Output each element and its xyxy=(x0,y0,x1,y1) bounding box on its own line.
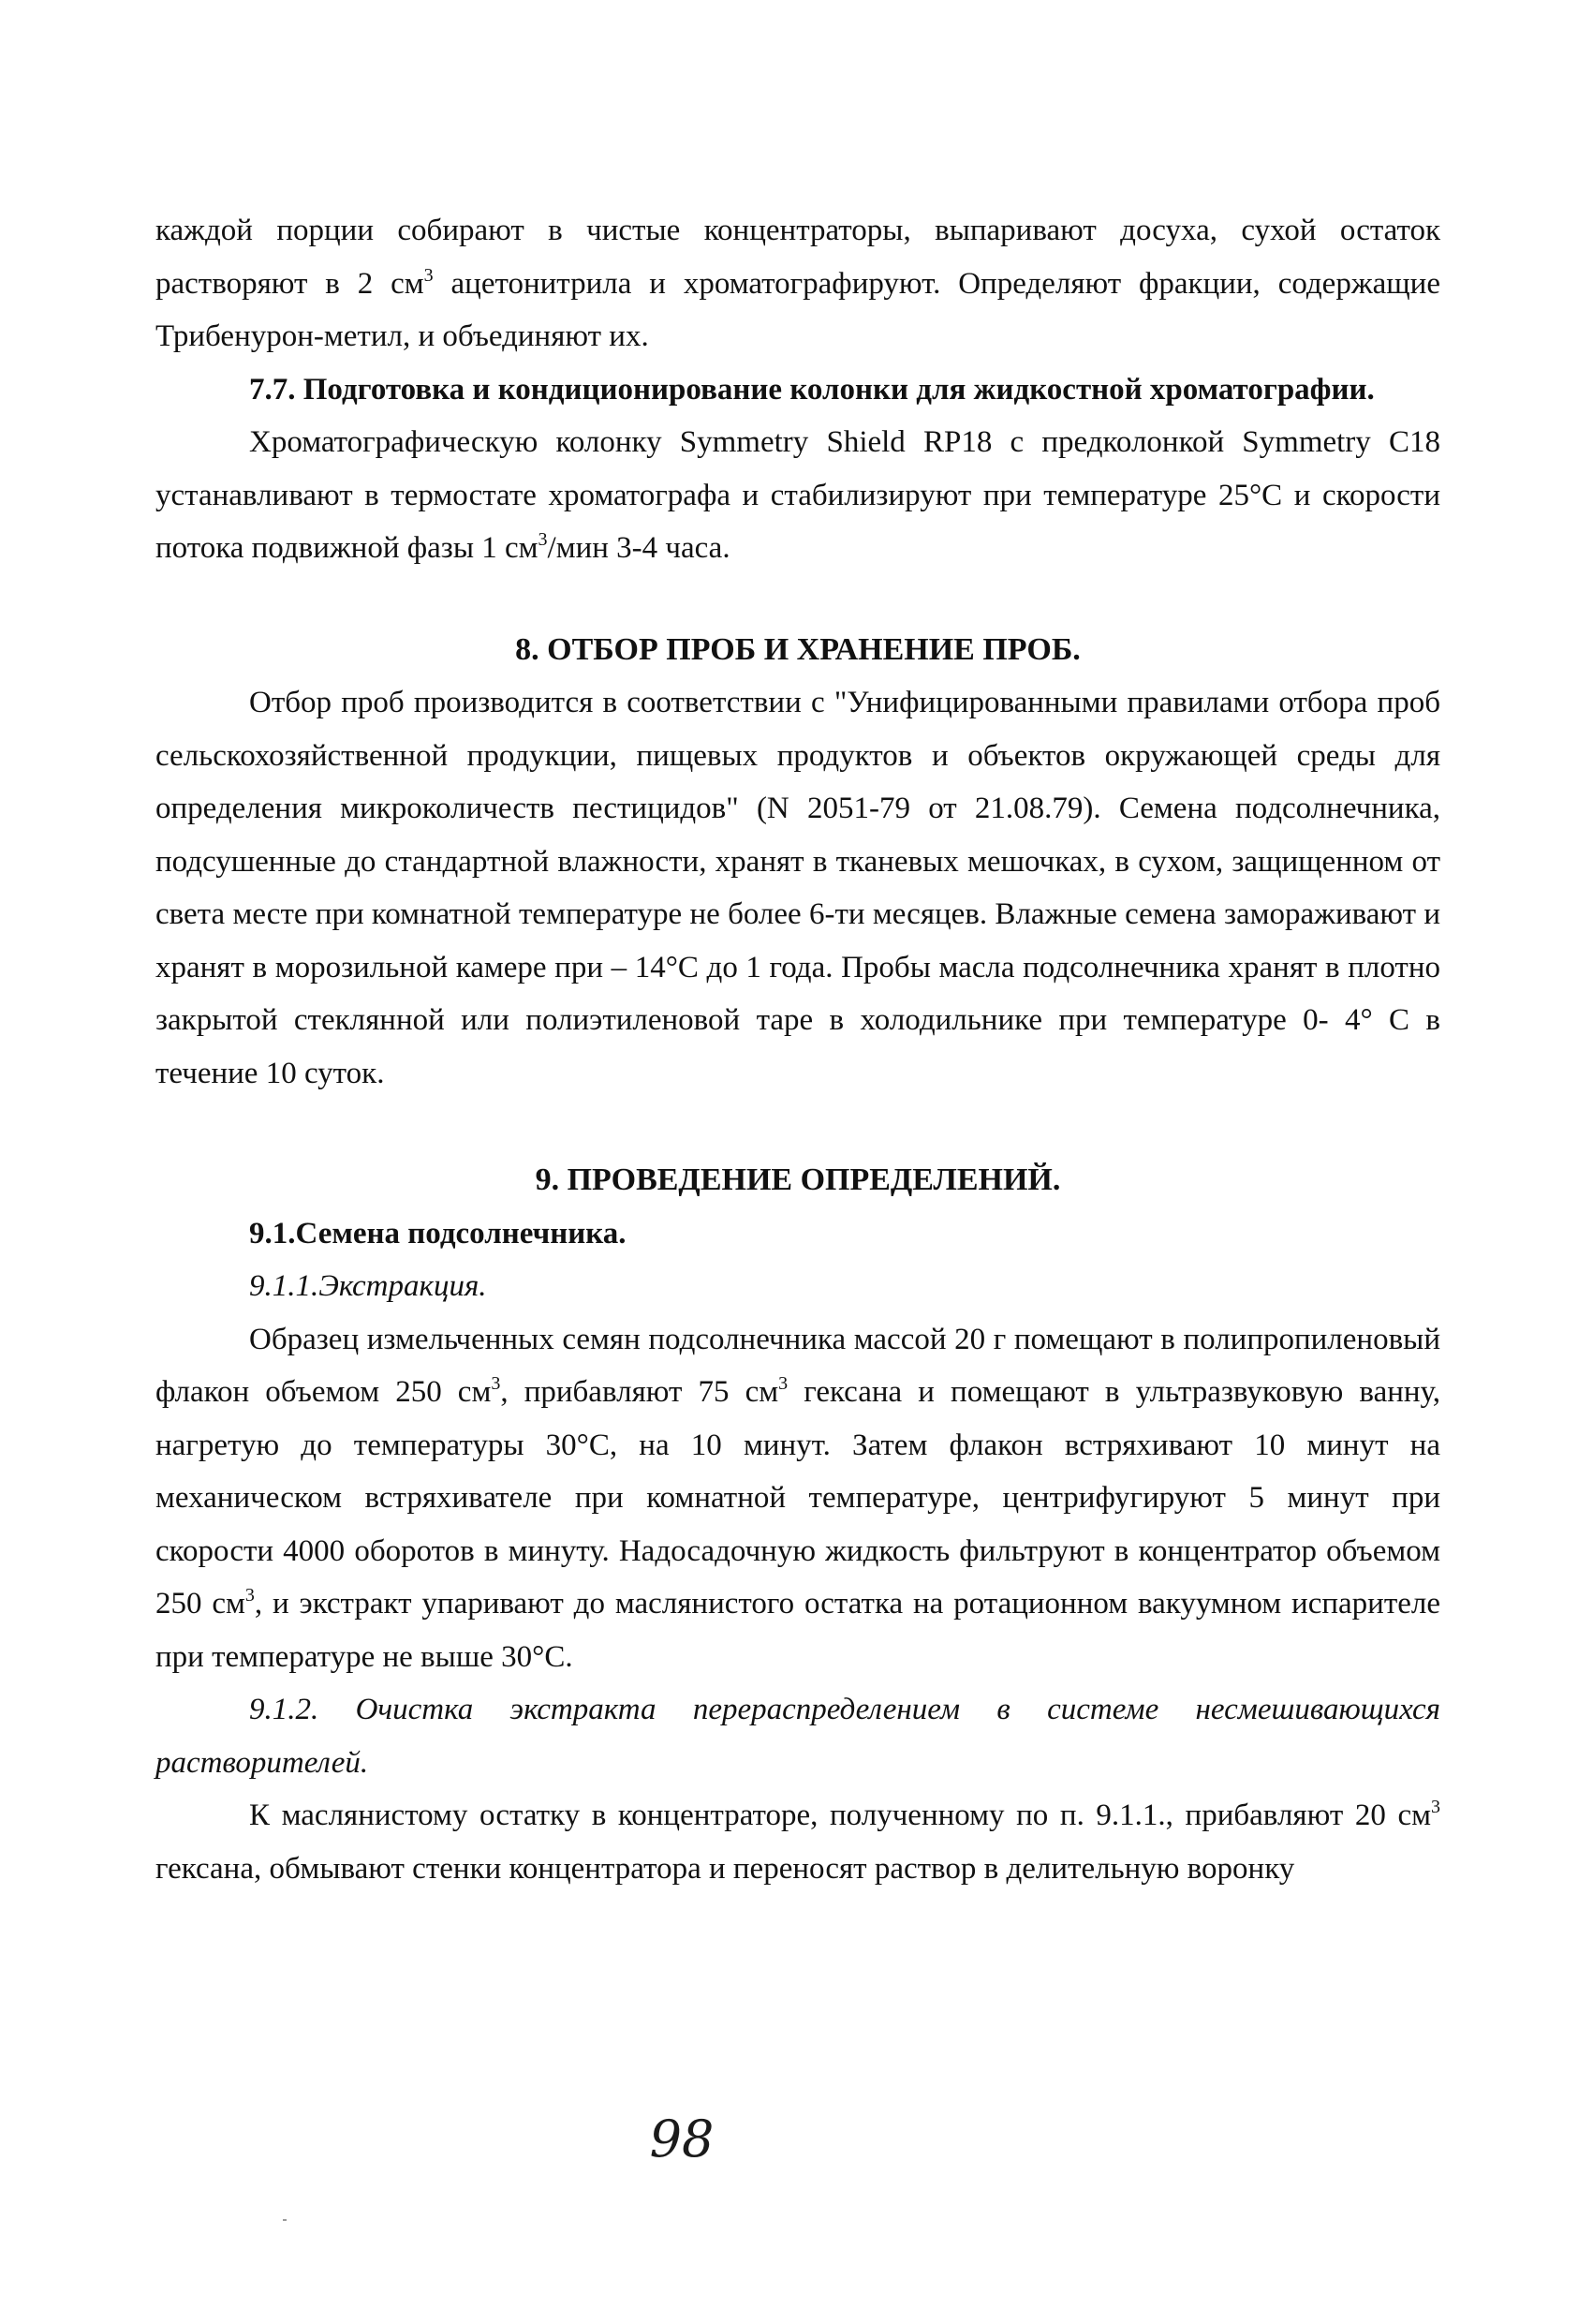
text-run: гексана, обмывают стенки концентратора и переносят раствор в делительную воронку xyxy=(155,1851,1295,1886)
subsection-title-7-7: 7.7. Подготовка и кондиционирование колонки для жидкостной хроматографии. xyxy=(249,372,1375,407)
section-heading-9: 9. ПРОВЕДЕНИЕ ОПРЕДЕЛЕНИЙ. xyxy=(535,1162,1061,1197)
paragraph-extraction xyxy=(155,1313,1440,1684)
text-run: /мин 3-4 часа. xyxy=(547,531,730,565)
subsection-title-9-1: 9.1.Семена подсолнечника. xyxy=(249,1216,627,1251)
text-run: К маслянистому остатку в концентраторе, полученному по п. 9.1.1., прибавляют 20 см xyxy=(249,1799,1431,1832)
text-run: Хроматографическую колонку Symmetry Shield RP18 с предколонкой Symmetry C18 устанавливают в термостате хроматографа и стабилизируют при температуре 25°C и скорости потока подвижной фазы 1 см xyxy=(155,425,1440,565)
section-heading-8: 8. ОТБОР ПРОБ И ХРАНЕНИЕ ПРОБ. xyxy=(515,631,1081,667)
text-run: ацетонитрила и хроматографируют. Определяют фракции, содержащие Трибенурон-метил, и объединяют их. xyxy=(155,266,1440,353)
superscript: 3 xyxy=(491,1373,501,1394)
subsection-title-9-1-1: 9.1.1.Экстракция. xyxy=(249,1269,487,1303)
text-run: Образец измельченных семян подсолнечника массой 20 г помещают в полипропиленовый флакон объемом 250 см xyxy=(155,1322,1440,1409)
paragraph-column-conditioning xyxy=(155,416,1440,575)
scan-speck xyxy=(283,2219,287,2221)
text-run: , и экстракт упаривают до маслянистого остатка на ротационном вакуумном испарителе при температуре не выше 30°C. xyxy=(155,1587,1441,1674)
superscript: 3 xyxy=(778,1373,789,1394)
text-run: , прибавляют 75 см xyxy=(500,1375,779,1409)
text-run: гексана и помещают в ультразвуковую ванну, нагретую до температуры 30°C, на 10 минут. Затем флакон встряхивают 10 минут на механическом встряхивателе при комнатной температуре, центрифугируют 5 минут при скорости 4000 оборотов в минуту. Надосадочную жидкость фильтруют в концентратор объемом 250 см xyxy=(155,1375,1440,1621)
page-number: 98 xyxy=(649,2109,715,2169)
superscript: 3 xyxy=(423,264,434,286)
subsection-title-9-1-2: 9.1.2. Очистка экстракта перераспределением в системе несмешивающихся растворителей. xyxy=(155,1693,1440,1780)
paragraph-sampling: Отбор проб производится в соответствии с "Унифицированными правилами отбора проб сельскохозяйственной продукции, пищевых продуктов и объектов окружающей среды для определения микроколичеств пестицидов" (N 2051-79 от 21.08.79). Семена подсолнечника, подсушенные до стандартной влажности, хранят в тканевых мешочках, в сухом, защищенном от света месте при комнатной температуре не более 6-ти месяцев. Влажные семена замораживают и хранят в морозильной камере при – 14°C до 1 года. Пробы масла подсолнечника хранят в плотно закрытой стеклянной или полиэтиленовой таре в холодильнике при температуре 0- 4° C в течение 10 суток. xyxy=(155,686,1440,1090)
text-run: каждой порции собирают в чистые концентраторы, выпаривают досуха, сухой остаток растворяют в 2 см xyxy=(155,214,1440,301)
superscript: 3 xyxy=(244,1585,255,1606)
superscript: 3 xyxy=(538,529,548,550)
paragraph-partition-cleanup xyxy=(155,1789,1440,1895)
paragraph-fraction-collection xyxy=(155,204,1440,363)
superscript: 3 xyxy=(1431,1797,1440,1817)
page-body xyxy=(155,204,1440,1895)
